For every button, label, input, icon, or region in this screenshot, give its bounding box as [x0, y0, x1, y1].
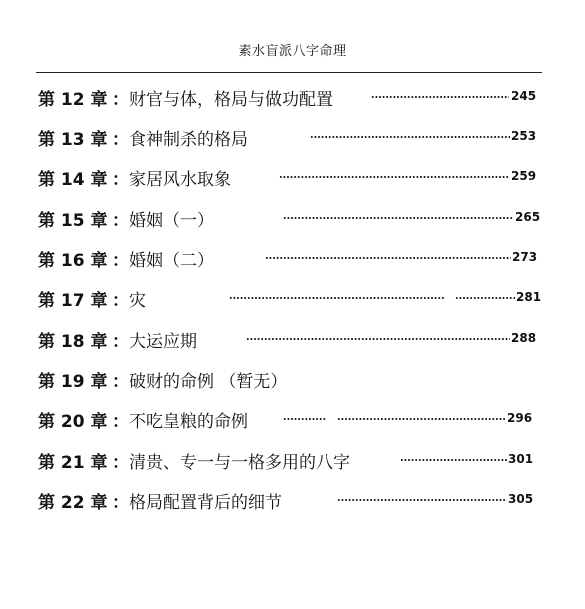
chapter-number: 第 16 章 — [38, 251, 108, 271]
chapter-colon: ： — [112, 211, 129, 231]
dot-leader — [283, 418, 327, 420]
running-header: 素水盲派八字命理 — [238, 44, 347, 59]
chapter-colon: ： — [112, 453, 129, 473]
chapter-colon: ： — [112, 493, 129, 513]
chapter-title: 破财的命例 （暂无） — [129, 372, 288, 392]
chapter-title: 家居风水取象 — [129, 170, 231, 190]
chapter-title: 婚姻（一） — [129, 211, 214, 231]
chapter-number: 第 19 章 — [38, 372, 108, 392]
chapter-number: 第 22 章 — [38, 493, 108, 513]
chapter-number: 第 18 章 — [38, 332, 108, 352]
chapter-title: 格局配置背后的细节 — [129, 493, 282, 513]
chapter-colon: ： — [112, 130, 129, 150]
dot-leader — [283, 217, 514, 219]
page-number: 265 — [515, 210, 541, 224]
toc-entry — [0, 284, 585, 312]
chapter-number: 第 13 章 — [38, 130, 108, 150]
toc-entry — [0, 486, 585, 514]
chapter-title: 婚姻（二） — [129, 251, 214, 271]
chapter-number: 第 15 章 — [38, 211, 108, 231]
page-number: 305 — [508, 492, 534, 506]
chapter-colon: ： — [112, 90, 129, 110]
dot-leader — [229, 297, 444, 299]
toc-entry — [0, 244, 585, 272]
toc-entry — [0, 123, 585, 151]
chapter-number: 第 17 章 — [38, 291, 108, 311]
chapter-colon: ： — [112, 170, 129, 190]
toc-entry — [0, 405, 585, 433]
page-number: 245 — [511, 89, 537, 103]
page-number: 296 — [507, 411, 533, 425]
chapter-title: 不吃皇粮的命例 — [129, 412, 248, 432]
chapter-title: 灾 — [129, 291, 146, 311]
page-number: 253 — [511, 129, 537, 143]
dot-leader — [371, 96, 509, 98]
chapter-title: 大运应期 — [129, 332, 197, 352]
dot-leader — [246, 338, 510, 340]
toc-entry — [0, 204, 585, 232]
chapter-colon: ： — [112, 412, 129, 432]
dot-leader — [400, 459, 507, 461]
chapter-number: 第 20 章 — [38, 412, 108, 432]
page-number: 301 — [508, 452, 534, 466]
chapter-colon: ： — [112, 251, 129, 271]
chapter-number: 第 14 章 — [38, 170, 108, 190]
chapter-number: 第 21 章 — [38, 453, 108, 473]
dot-leader — [279, 176, 510, 178]
toc-entry — [0, 365, 585, 393]
header-rule — [36, 72, 542, 73]
chapter-title: 食神制杀的格局 — [129, 130, 248, 150]
chapter-colon: ： — [112, 291, 129, 311]
chapter-colon: ： — [112, 372, 129, 392]
chapter-number: 第 12 章 — [38, 90, 108, 110]
chapter-title: 财官与体，格局与做功配置 — [129, 90, 333, 110]
dot-leader — [337, 499, 507, 501]
page-number: 288 — [511, 331, 537, 345]
page-number: 259 — [511, 169, 537, 183]
dot-leader — [455, 297, 515, 299]
dot-leader — [337, 418, 506, 420]
toc-entry — [0, 83, 585, 111]
toc-entry — [0, 325, 585, 353]
dot-leader — [310, 136, 510, 138]
toc-entry — [0, 163, 585, 191]
chapter-title: 清贵、专一与一格多用的八字 — [129, 453, 350, 473]
dot-leader — [265, 257, 511, 259]
page-number: 281 — [516, 290, 542, 304]
chapter-colon: ： — [112, 332, 129, 352]
toc-entry — [0, 446, 585, 474]
page-number: 273 — [512, 250, 538, 264]
